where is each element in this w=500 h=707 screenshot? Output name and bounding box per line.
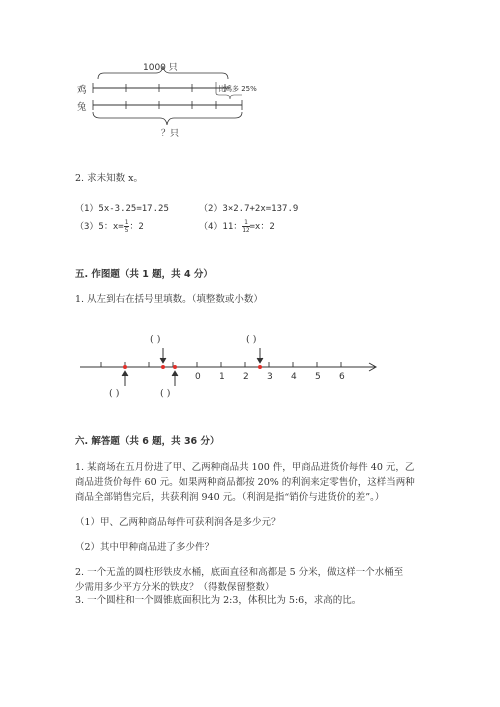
equation-3: （3）5：x= $\frac{1}{5}$ ：2	[75, 219, 144, 234]
unknown-total-label: ？只	[161, 129, 180, 139]
tick-label-5: 5	[315, 372, 321, 382]
section2-title: 2. 求未知数 x。	[75, 173, 143, 184]
answer-blank-top-2[interactable]: ( )	[246, 334, 257, 345]
section5-heading: 五. 作图题（共 1 题，共 4 分）	[75, 269, 213, 280]
s6-q2-line2: 少需用多少平方分米的铁皮？（得数保留整数）	[75, 582, 275, 593]
s6-q1-line2: 商品进货价每件 60 元。如果两种商品都按 20% 的利润来定零售价，这样当两种	[75, 477, 415, 488]
answer-blank-bottom-1[interactable]: ( )	[109, 388, 120, 399]
s6-q1-line3: 商品全部销售完后，共获利润 940 元。（利润是指“销价与进货价的差”。）	[75, 492, 385, 503]
equation-4: （4）11： $\frac{1}{12}$ =x：2	[199, 219, 275, 234]
rabbit-label: 兔	[77, 102, 87, 113]
top-total-label: 1000 只	[143, 63, 178, 73]
point-d	[258, 365, 262, 369]
s6-q1-sub2: （2）其中甲种商品进了多少件？	[75, 542, 215, 553]
bottom-brace	[93, 112, 242, 125]
s6-q2-line1: 2. 一个无盖的圆柱形铁皮水桶，底面直径和高都是 5 分米，做这样一个水桶至	[75, 567, 404, 578]
fraction-one-twelfth: $\frac{1}{12}$	[242, 219, 250, 234]
equation-1: （1）5x-3.25=17.25	[75, 204, 169, 214]
tick-label-3: 3	[267, 372, 273, 382]
tick-label-1: 1	[219, 372, 225, 382]
section5-question-1: 1. 从左到右在括号里填数。（填整数或小数）	[75, 294, 263, 305]
point-b	[161, 365, 165, 369]
point-a	[123, 365, 127, 369]
answer-blank-bottom-2[interactable]: ( )	[160, 388, 171, 399]
number-line-graphic	[75, 330, 385, 405]
s6-q3: 3. 一个圆柱和一个圆锥底面积比为 2:3，体积比为 5:6，求高的比。	[75, 595, 362, 606]
chicken-label: 鸡	[77, 85, 87, 96]
s6-q1-line1: 1. 某商场在五月份进了甲、乙两种商品共 100 件，甲商品进货价每件 40 元，乙	[75, 462, 415, 473]
s6-q1-sub1: （1）甲、乙两种商品每件可获利润各是多少元？	[75, 517, 281, 528]
fraction-one-fifth: $\frac{1}{5}$	[124, 219, 129, 234]
tick-label-4: 4	[291, 372, 297, 382]
section6-heading: 六. 解答题（共 6 题，共 36 分）	[75, 436, 220, 447]
answer-blank-top-1[interactable]: ( )	[150, 334, 161, 345]
bar-diagram-graphic	[70, 55, 300, 140]
tick-label-0: 0	[195, 372, 201, 382]
equation-2: （2）3×2.7+2x=137.9	[199, 204, 299, 214]
tick-label-6: 6	[339, 372, 345, 382]
tick-label-2: 2	[243, 372, 249, 382]
compare-note: 比鸡多 25%	[218, 85, 257, 93]
point-c	[173, 365, 177, 369]
